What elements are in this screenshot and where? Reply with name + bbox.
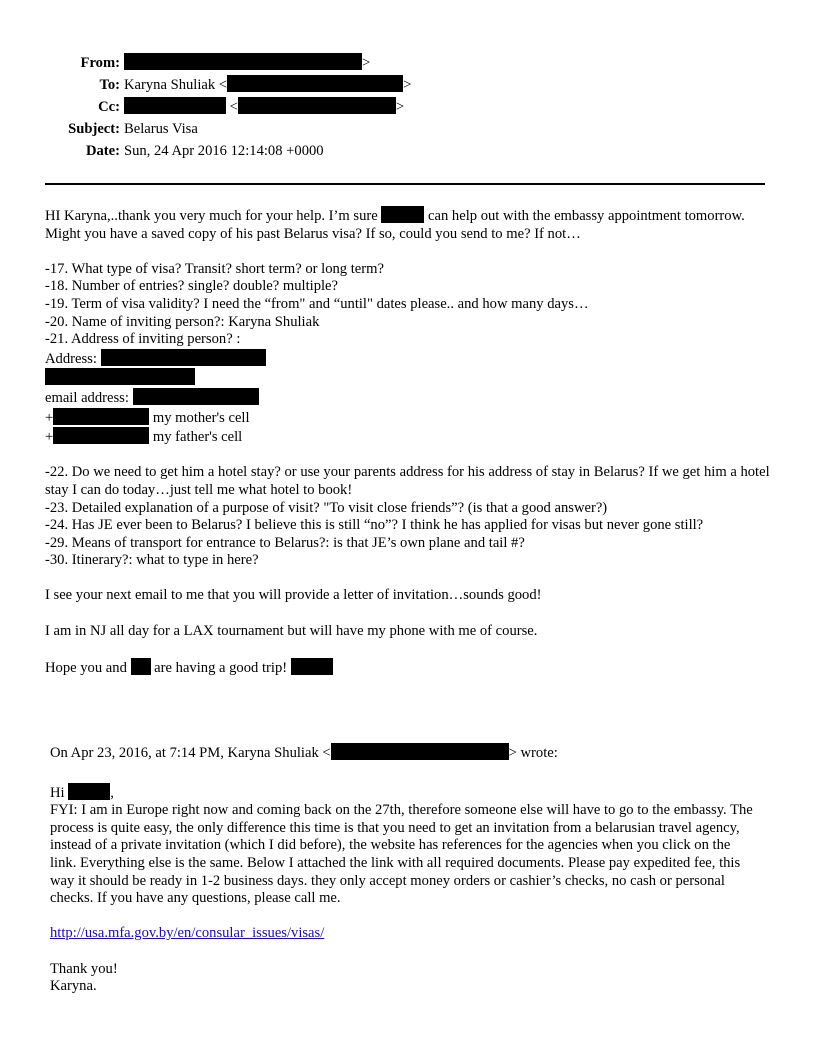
question-21: -21. Address of inviting person? : xyxy=(45,331,241,348)
subject-row xyxy=(0,119,816,139)
cc-value: < > xyxy=(124,97,404,117)
to-label: To: xyxy=(99,77,120,93)
redaction-box xyxy=(45,368,195,385)
redaction-box xyxy=(101,349,266,366)
consular-visas-link[interactable]: http://usa.mfa.gov.by/en/consular_issues/visas/ xyxy=(50,925,325,942)
quoted-message xyxy=(50,743,760,996)
redaction-box xyxy=(124,53,362,70)
redaction-box xyxy=(53,408,149,425)
quote-fyi-paragraph: FYI: I am in Europe right now and coming back on the 27th, therefore someone else will have to go to the embassy. The process is quite easy, the only difference this time is that you need to get an invitation from a belarusian travel agency, instead of a private invitation (which I did before), the website has references for the agencies when you click on the link. Everything else is the same. Below I attached the link with all required documents. Please pay expedited fee, this way it should be ready in 1-2 business days. they only accept money orders or cashier’s checks, no cash or personal checks. If you have any questions, please call me. xyxy=(50,802,753,907)
redaction-box xyxy=(381,206,424,223)
subject-value: Belarus Visa xyxy=(124,121,198,137)
cc-row xyxy=(0,97,816,117)
address-line: Address: xyxy=(45,349,780,369)
question-23: -23. Detailed explanation of a purpose of visit? "To visit close friends”? (is that a good answer?) xyxy=(45,499,608,516)
redaction-box xyxy=(331,743,509,760)
header-divider xyxy=(45,183,765,185)
redaction-box xyxy=(291,658,333,675)
to-row xyxy=(0,75,816,95)
from-row xyxy=(0,53,816,73)
question-24: -24. Has JE ever been to Belarus? I believe this is still “no”? I think he has applied for visas but never gone still? xyxy=(45,517,704,534)
question-18: -18. Number of entries? single? double? multiple? xyxy=(45,278,339,295)
question-17: -17. What type of visa? Transit? short term? or long term? xyxy=(45,260,384,277)
father-cell-line: + my father's cell xyxy=(45,429,243,446)
from-value: > xyxy=(124,53,370,73)
redaction-box xyxy=(68,783,110,800)
cc-label: Cc: xyxy=(98,99,120,115)
subject-label: Subject: xyxy=(68,121,120,137)
email-body xyxy=(45,206,780,677)
quote-link-line xyxy=(50,925,760,943)
from-label: From: xyxy=(80,55,120,71)
intro-paragraph: HI Karyna,..thank you very much for your help. I’m sure can help out with the embassy appointment tomorrow. Might you have a saved copy of his past Belarus visa? If so, could you send to me? If not… xyxy=(45,208,745,242)
to-value: Karyna Shuliak < > xyxy=(124,77,412,93)
nj-paragraph: I am in NJ all day for a LAX tournament but will have my phone with me of course. xyxy=(45,622,538,639)
date-label: Date: xyxy=(85,143,120,159)
redaction-box xyxy=(53,427,149,444)
mother-cell-line: + my mother's cell xyxy=(45,409,250,426)
invitation-paragraph: I see your next email to me that you will provide a letter of invitation…sounds good! xyxy=(45,587,542,604)
redaction-box xyxy=(238,97,396,114)
question-30: -30. Itinerary?: what to type in here? xyxy=(45,552,259,569)
question-22: -22. Do we need to get him a hotel stay? or use your parents address for his address of stay in Belarus? If we get him a hotel stay I can do today…just tell me what hotel to book! xyxy=(45,464,770,498)
date-row xyxy=(0,141,816,161)
question-29: -29. Means of transport for entrance to Belarus?: is that JE’s own plane and tail #? xyxy=(45,534,525,551)
hope-paragraph: Hope you and are having a good trip! xyxy=(45,658,780,678)
question-19: -19. Term of visa validity? I need the “from" and “until" dates please.. and how many days… xyxy=(45,295,589,312)
quote-greeting: Hi , xyxy=(50,784,114,801)
quote-thanks: Thank you! xyxy=(50,960,118,977)
quote-intro: On Apr 23, 2016, at 7:14 PM, Karyna Shuliak < > wrote: xyxy=(50,745,558,761)
redaction-box xyxy=(124,97,226,114)
address-line-2 xyxy=(45,368,780,388)
redaction-box xyxy=(131,658,151,675)
quote-signature: Karyna. xyxy=(50,978,97,995)
question-20: -20. Name of inviting person?: Karyna Shuliak xyxy=(45,313,320,330)
date-value: Sun, 24 Apr 2016 12:14:08 +0000 xyxy=(124,143,324,159)
email-address-line: email address: xyxy=(45,388,780,408)
redaction-box xyxy=(227,75,403,92)
redaction-box xyxy=(133,388,259,405)
